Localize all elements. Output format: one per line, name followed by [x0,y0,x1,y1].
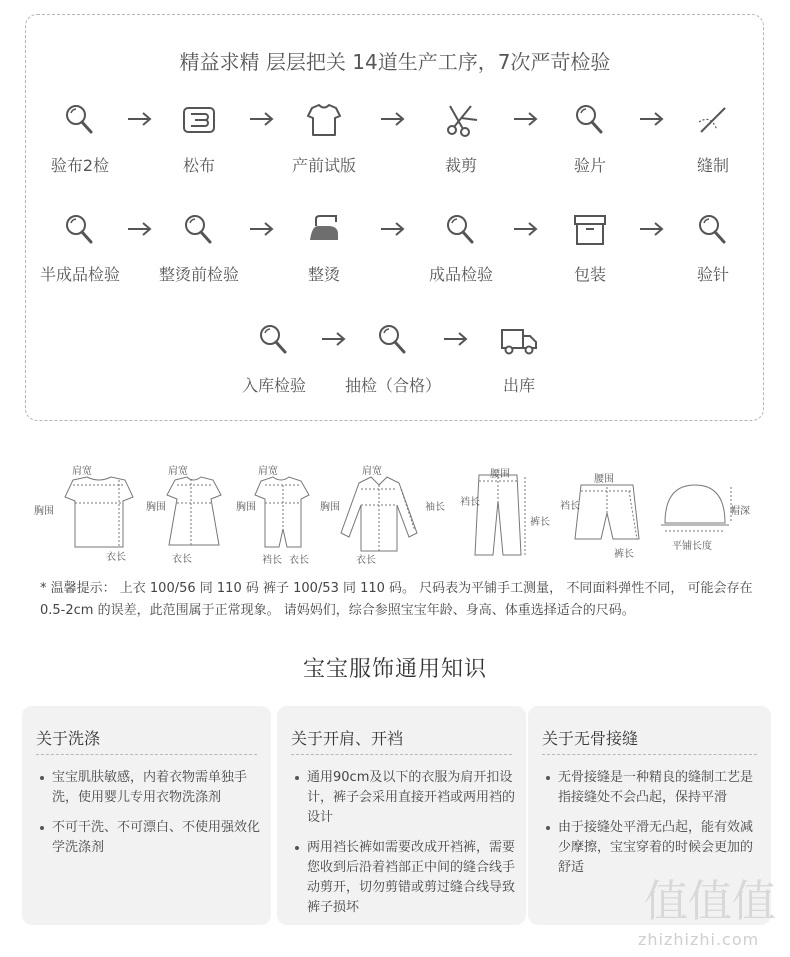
magnifier-icon [441,210,481,250]
process-title: 精益求精 层层把关 14道生产工序，7次严苛检验 [179,50,611,74]
label-shoulder: 肩宽 [168,466,188,477]
box-icon [570,210,610,250]
magnifier-icon [373,320,413,360]
list-item: 两用裆长裤如需要改成开裆裤，需要您收到后沿着裆部正中间的缝合线手动剪开，切勿剪错或剪过缝合线导致裤子损坏 [291,838,516,918]
label-flat-length: 平铺长度 [672,541,712,552]
label-rise: 裆长 [560,501,580,512]
step-label: 整烫 [307,265,340,284]
dress-diagram-icon [167,477,221,545]
list-item: 无骨接缝是一种精良的缝制工艺是指接缝处不会凸起，保持平滑 [542,768,761,808]
pants-diagram-icon [475,475,525,555]
label-length: 衣长 [172,554,192,565]
scissors-icon [441,100,481,140]
step-label: 整烫前检验 [158,265,239,284]
list-item: 宝宝肌肤敏感，内着衣物需单独手洗，使用婴儿专用衣物洗涤剂 [36,768,261,808]
card-opening [277,706,526,925]
arrow-right-icon [443,331,469,347]
magnifier-icon [179,210,219,250]
fabric-roll-icon [179,100,219,140]
label-rise: 裆长 [262,555,282,566]
watermark-logo-text: 值值值 [644,876,776,926]
needle-icon [693,100,733,140]
tshirt-icon [304,100,344,140]
knowledge-title: 宝宝服饰通用知识 [302,657,487,682]
step-label: 验针 [696,265,729,284]
truck-icon [499,320,539,360]
step-label: 出库 [502,376,535,395]
magnifier-icon [693,210,733,250]
arrow-right-icon [249,111,275,127]
list-item: 通用90cm及以下的衣服为肩开扣设计，裤子会采用直接开裆或两用裆的设计 [291,768,516,828]
label-waist: 腰围 [490,469,510,480]
magnifier-icon [570,100,610,140]
card-washing [22,706,271,925]
long-sleeve-diagram-icon [341,477,417,551]
step-label: 裁剪 [444,156,477,175]
magnifier-icon [60,210,100,250]
watermark-url: zhizhizhi.com [638,930,760,949]
card-list [291,768,516,928]
arrow-right-icon [249,221,275,237]
arrow-right-icon [321,331,347,347]
label-sleeve: 袖长 [425,502,445,513]
step-label: 入库检验 [241,376,306,395]
step-label: 松布 [182,156,215,175]
iron-icon [304,210,344,250]
label-chest: 胸围 [146,502,166,513]
card-divider [36,754,257,755]
card-title: 关于洗涤 [36,729,101,748]
label-shoulder: 肩宽 [362,466,382,477]
tshirt-diagram-icon [65,477,133,547]
arrow-right-icon [380,111,406,127]
label-length: 衣长 [356,555,376,566]
list-item: 由于接缝处平滑无凸起，能有效减少摩擦，宝宝穿着的时候会更加的舒适 [542,818,761,878]
step-label: 成品检验 [428,265,493,284]
step-label: 缝制 [696,156,729,175]
card-title: 关于无骨接缝 [542,729,639,748]
arrow-right-icon [513,221,539,237]
step-label: 产前试版 [291,156,356,175]
card-divider [542,754,757,755]
label-waist: 腰围 [594,474,614,485]
card-list [36,768,261,868]
label-rise: 裆长 [460,497,480,508]
label-chest: 胸围 [320,502,340,513]
label-pants-length: 裤长 [530,517,550,528]
romper-diagram-icon [255,477,309,547]
magnifier-icon [60,100,100,140]
arrow-right-icon [380,221,406,237]
hat-diagram-icon [661,485,731,531]
label-shoulder: 肩宽 [258,466,278,477]
size-tip: * 温馨提示： 上衣 100/56 同 110 码 裤子 100/53 同 110 码。 尺码表为平铺手工测量， 不同面料弹性不同， 可能会存在 0.5-2cm 的误差，此范围属于正常现象。 请妈妈们，综合参照宝宝年龄、身高、体重选择适合的尺码。 [40,581,753,618]
label-shoulder: 肩宽 [72,466,92,477]
label-length: 衣长 [106,552,126,563]
label-hat-depth: 帽深 [730,506,750,517]
arrow-right-icon [639,111,665,127]
step-label: 包装 [573,265,606,284]
step-label: 验片 [573,156,606,175]
arrow-right-icon [127,221,153,237]
magnifier-icon [254,320,294,360]
step-label: 半成品检验 [39,265,120,284]
card-title: 关于开肩、开裆 [291,729,404,748]
step-label: 抽检（合格） [344,376,441,395]
label-chest: 胸围 [236,502,256,513]
arrow-right-icon [513,111,539,127]
label-length: 衣长 [289,555,309,566]
label-chest: 胸围 [34,506,54,517]
arrow-right-icon [639,221,665,237]
card-divider [291,754,512,755]
watermark-logo-icon [640,870,780,926]
label-pants-length: 裤长 [614,549,634,560]
arrow-right-icon [127,111,153,127]
shorts-diagram-icon [575,485,639,539]
step-label: 验布2检 [50,156,110,175]
list-item: 不可干洗、不可漂白、不使用强效化学洗涤剂 [36,818,261,858]
size-chart [25,455,765,575]
